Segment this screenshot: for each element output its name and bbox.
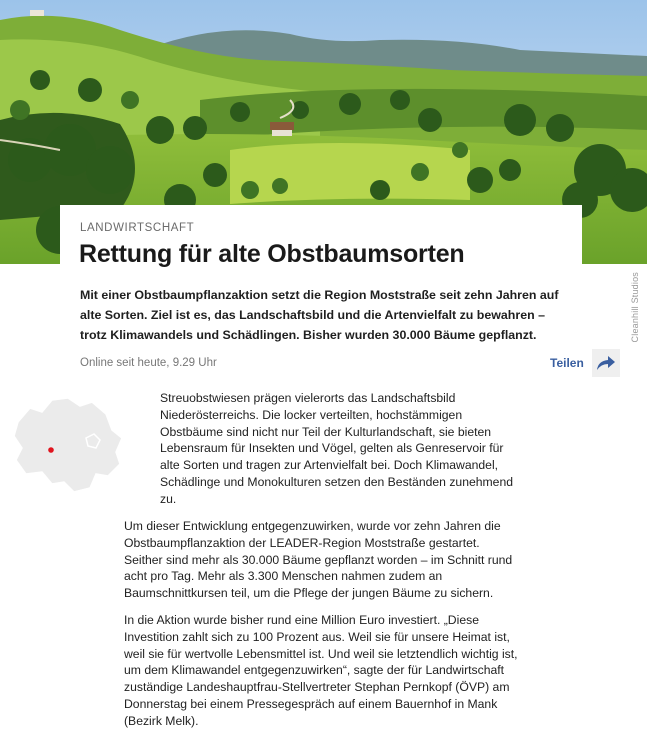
share-button[interactable] [550,348,620,378]
region-map [12,392,124,494]
lower-austria-outline [14,398,122,492]
share-label: Teilen [550,356,584,370]
publish-time: Online seit heute, 9.29 Uhr [80,357,217,369]
location-marker [48,447,54,453]
article-lead: Mit einer Obstbaumpflanzaktion setzt die Region Moststraße seit zehn Jahren auf alte Sorten. Ziel ist es, das Landschaftsbild und die Artenvielfalt zu bewahren – trotz Klimawandels und Schädlingen. Bisher wurden 30.000 Bäume gepflanzt. [80,288,559,342]
article-paragraph: Um dieser Entwicklung entgegenzuwirken, wurde vor zehn Jahren die Obstbaumpflanzaktion der LEADER-Region Moststraße gestartet. Seither sind mehr als 30.000 Bäume gepflanzt worden – im Schnitt rund acht pro Tag. Mehr als 3.300 Menschen nahmen zudem an Baumschnittkursen teil, um die Pflege der jungen Bäume zu sichern. [124,519,513,601]
photo-credit [630,272,652,352]
share-icon [592,349,620,377]
category-label[interactable]: LANDWIRTSCHAFT [80,222,195,234]
article-paragraph: Streuobstwiesen prägen vielerorts das Landschaftsbild Niederösterreichs. Die locker verteilten, hochstämmigen Obstbäume sind nicht nur Teil der Kulturlandschaft, sie bieten Lebensraum für Insekten und Vögel, gelten als Genreservoir für alte Sorten und tragen zur Artenvielfalt bei. Doch Klimawandel, Schädlinge und Monokulturen setzen den Beständen zunehmend zu. [160,391,514,506]
article-paragraph: In die Aktion wurde bisher rund eine Million Euro investiert. „Diese Investition zahlt sich zu 100 Prozent aus. Weil sie für unsere Heimat ist, weil sie für wertvolle Lebensmittel ist. Und weil sie letztendlich wichtig ist, um dem Klimawandel entgegenzuwirken“, sagte der für Landwirtschaft zuständige Landeshauptfrau-Stellvertreter Stephan Pernkopf (ÖVP) am Donnerstag bei einem Pressegespräch auf einem Bauernhof in Mank (Bezirk Melk). [124,613,518,728]
photo-credit-text: Cleanhill Studios [630,272,640,343]
article-title: Rettung für alte Obstbaumsorten [79,240,465,268]
